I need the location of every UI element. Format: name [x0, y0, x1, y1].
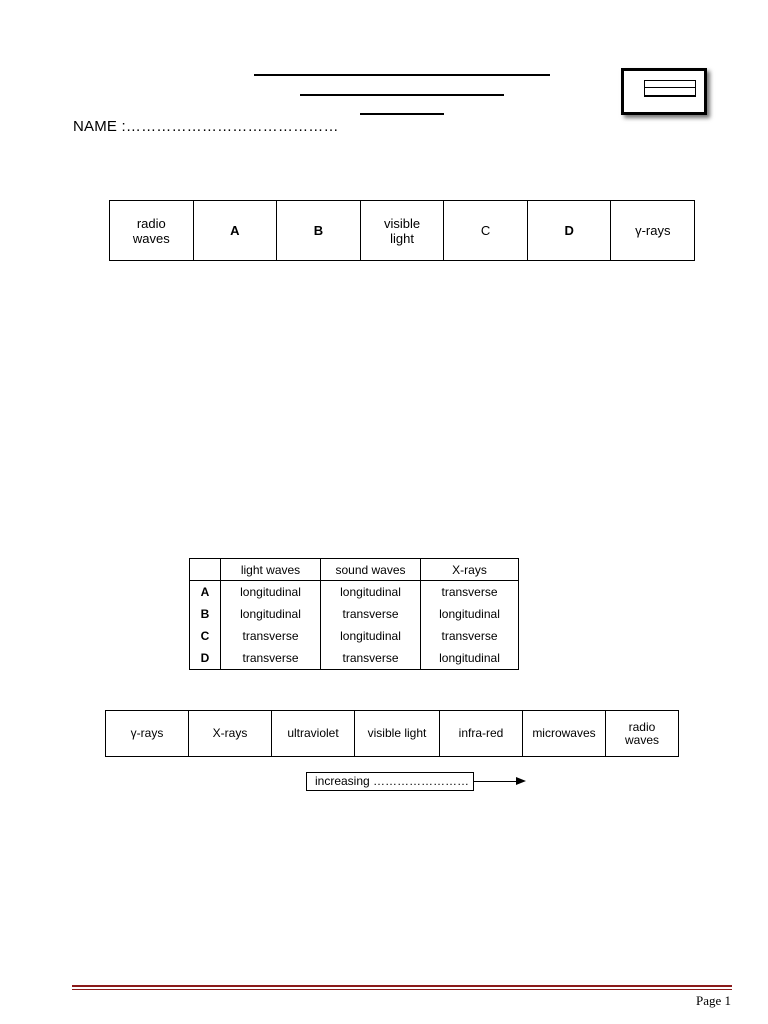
spectrum-cell: infra-red — [440, 711, 523, 756]
option-label: C — [190, 625, 221, 647]
title-rule-2 — [300, 94, 504, 96]
logo-tick — [695, 80, 696, 97]
spectrum-cell: microwaves — [523, 711, 606, 756]
table-cell: transverse — [321, 603, 421, 625]
option-label: D — [190, 647, 221, 670]
spectrum-cell: X-rays — [189, 711, 272, 756]
spectrum-table-top — [109, 200, 695, 261]
spectrum-cell-a: A — [194, 201, 278, 260]
spectrum-table-bottom — [105, 710, 679, 757]
logo-rule — [644, 87, 696, 88]
table-cell: longitudinal — [221, 581, 321, 604]
table-header-cell: sound waves — [321, 559, 421, 581]
table-cell: longitudinal — [221, 603, 321, 625]
spectrum-cell: visible light — [355, 711, 440, 756]
spectrum-cell: radio waves — [624, 719, 659, 747]
spectrum-cell-b: B — [277, 201, 361, 260]
arrow-right-icon — [516, 777, 526, 785]
logo-rule — [644, 95, 696, 97]
title-rule-1 — [254, 74, 550, 76]
table-header-row — [190, 559, 519, 581]
wave-type-table — [189, 558, 519, 670]
table-cell: transverse — [221, 625, 321, 647]
title-rule-3 — [360, 113, 444, 115]
footer-rule — [72, 989, 732, 990]
option-label: B — [190, 603, 221, 625]
table-cell: longitudinal — [421, 603, 519, 625]
footer-rule — [72, 985, 732, 987]
table-cell: longitudinal — [321, 581, 421, 604]
school-logo — [621, 68, 707, 115]
spectrum-cell-d: D — [528, 201, 612, 260]
table-cell: longitudinal — [321, 625, 421, 647]
table-row — [190, 625, 519, 647]
spectrum-cell-c: C — [444, 201, 528, 260]
table-cell: longitudinal — [421, 647, 519, 670]
logo-tick — [644, 80, 645, 97]
spectrum-cell: visible light — [361, 201, 445, 260]
page-number: Page 1 — [695, 993, 731, 1008]
name-field[interactable]: NAME :…………………………………… — [73, 118, 339, 135]
increasing-label-box[interactable]: increasing …………………… — [306, 772, 474, 791]
spectrum-cell: ultraviolet — [272, 711, 355, 756]
table-cell: transverse — [421, 625, 519, 647]
table-cell: transverse — [221, 647, 321, 670]
table-cell: transverse — [321, 647, 421, 670]
spectrum-cell: γ-rays — [635, 223, 671, 238]
option-label: A — [190, 581, 221, 604]
table-header-cell: light waves — [221, 559, 321, 581]
table-row — [190, 647, 519, 670]
spectrum-cell: γ-rays — [106, 711, 189, 756]
direction-arrow — [474, 781, 518, 782]
table-row — [190, 581, 519, 604]
table-header-cell — [190, 559, 221, 581]
spectrum-cell: radio waves — [110, 201, 194, 260]
table-row — [190, 603, 519, 625]
table-header-cell: X-rays — [421, 559, 519, 581]
table-cell: transverse — [421, 581, 519, 604]
logo-rule — [644, 80, 696, 81]
